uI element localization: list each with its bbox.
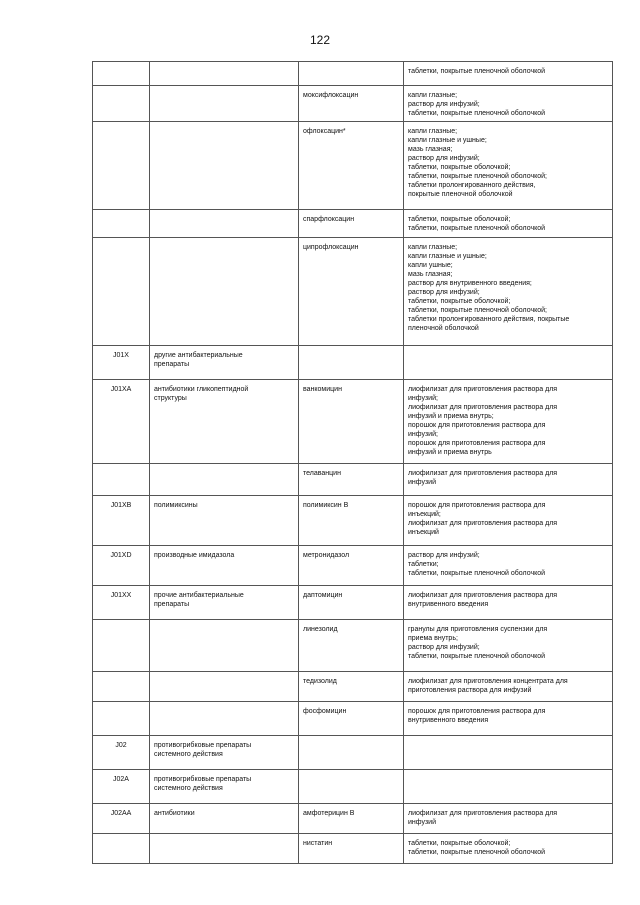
dosage-form-line: таблетки, покрытые оболочкой; — [408, 164, 511, 171]
table-row — [93, 804, 613, 834]
atc-code-cell — [93, 804, 150, 834]
drug-name: ципрофлоксацин — [303, 244, 359, 251]
dosage-forms-cell — [404, 86, 613, 122]
dosage-form-line: порошок для приготовления раствора для — [408, 422, 546, 429]
dosage-form-line: капли глазные и ушные; — [408, 253, 487, 260]
table-row — [93, 834, 613, 864]
group-name-cell — [150, 62, 299, 86]
table-row — [93, 702, 613, 736]
drug-name-cell — [299, 702, 404, 736]
dosage-form-line: таблетки, покрытые пленочной оболочкой — [408, 68, 546, 75]
atc-code: J02AA — [110, 810, 132, 817]
atc-code: J01XB — [110, 502, 132, 509]
dosage-form-line: таблетки; — [408, 561, 439, 568]
drug-name: телаванцин — [303, 470, 341, 477]
atc-code-cell — [93, 122, 150, 210]
dosage-form-line: таблетки, покрытые пленочной оболочкой — [408, 653, 546, 660]
table-row — [93, 62, 613, 86]
dosage-form-line: мазь глазная; — [408, 146, 453, 153]
drug-name-cell — [299, 586, 404, 620]
group-name-cell — [150, 86, 299, 122]
group-name-line: системного действия — [154, 785, 223, 792]
drug-name-cell — [299, 346, 404, 380]
dosage-forms-cell — [404, 702, 613, 736]
atc-code-cell — [93, 620, 150, 672]
drug-name: фосфомицин — [303, 708, 347, 715]
dosage-forms-cell — [404, 804, 613, 834]
atc-code: J01XA — [110, 386, 132, 393]
dosage-forms-cell — [404, 546, 613, 586]
atc-code-cell — [93, 770, 150, 804]
group-name-cell — [150, 496, 299, 546]
table-row — [93, 620, 613, 672]
table-row — [93, 586, 613, 620]
drug-name-cell — [299, 380, 404, 464]
dosage-forms-cell — [404, 834, 613, 864]
group-name-cell — [150, 238, 299, 346]
atc-code-cell — [93, 346, 150, 380]
dosage-form-line: лиофилизат для приготовления раствора для — [408, 404, 558, 411]
table-row — [93, 346, 613, 380]
drug-name-cell — [299, 834, 404, 864]
atc-code-cell — [93, 586, 150, 620]
group-name-cell — [150, 770, 299, 804]
dosage-form-line: таблетки, покрытые пленочной оболочкой — [408, 225, 546, 232]
drug-name: метронидазол — [303, 552, 350, 559]
group-name-cell — [150, 380, 299, 464]
dosage-form-line: внутривенного введения — [408, 717, 489, 724]
dosage-form-line: раствор для инфузий; — [408, 289, 480, 296]
atc-code-cell — [93, 464, 150, 496]
dosage-form-line: инъекций; — [408, 511, 441, 518]
group-name-line: прочие антибактериальные — [154, 592, 244, 599]
group-name-line: препараты — [154, 601, 190, 608]
drug-name-cell — [299, 86, 404, 122]
table-row — [93, 770, 613, 804]
drug-name-cell — [299, 770, 404, 804]
dosage-form-line: лиофилизат для приготовления раствора для — [408, 810, 558, 817]
drug-name: ванкомицин — [303, 386, 342, 393]
drug-name-cell — [299, 620, 404, 672]
atc-code-cell — [93, 834, 150, 864]
group-name-cell — [150, 702, 299, 736]
drug-name: нистатин — [303, 840, 333, 847]
group-name-line: полимиксины — [154, 502, 198, 509]
dosage-form-line: таблетки, покрытые пленочной оболочкой; — [408, 307, 547, 314]
dosage-forms-cell — [404, 672, 613, 702]
group-name-cell — [150, 586, 299, 620]
dosage-form-line: гранулы для приготовления суспензии для — [408, 626, 548, 633]
dosage-form-line: капли глазные и ушные; — [408, 137, 487, 144]
dosage-form-line: инфузий и приема внутрь; — [408, 413, 494, 420]
drug-name: амфотерицин В — [303, 810, 355, 817]
dosage-form-line: раствор для внутривенного введения; — [408, 280, 532, 287]
drug-name-cell — [299, 546, 404, 586]
group-name-cell — [150, 834, 299, 864]
dosage-forms-cell — [404, 586, 613, 620]
dosage-form-line: лиофилизат для приготовления раствора для — [408, 520, 558, 527]
dosage-form-line: инфузий; — [408, 395, 438, 402]
group-name-line: системного действия — [154, 751, 223, 758]
dosage-form-line: приема внутрь; — [408, 635, 458, 642]
table-row — [93, 736, 613, 770]
dosage-form-line: таблетки, покрытые пленочной оболочкой; — [408, 173, 547, 180]
dosage-form-line: таблетки пролонгированного действия, — [408, 182, 536, 189]
dosage-form-line: капли глазные; — [408, 128, 458, 135]
group-name-line: препараты — [154, 361, 190, 368]
drug-name: полимиксин В — [303, 502, 349, 509]
dosage-form-line: покрытые пленочной оболочкой — [408, 191, 513, 198]
dosage-forms-cell — [404, 346, 613, 380]
atc-code-cell — [93, 546, 150, 586]
dosage-forms-cell — [404, 496, 613, 546]
group-name-cell — [150, 346, 299, 380]
group-name-line: структуры — [154, 395, 187, 402]
drug-name-cell — [299, 496, 404, 546]
dosage-form-line: лиофилизат для приготовления раствора для — [408, 470, 558, 477]
table-row — [93, 546, 613, 586]
dosage-forms-cell — [404, 736, 613, 770]
dosage-form-line: инъекций — [408, 529, 439, 536]
group-name-cell — [150, 210, 299, 238]
table-row — [93, 464, 613, 496]
table-row — [93, 238, 613, 346]
dosage-form-line: лиофилизат для приготовления раствора для — [408, 592, 558, 599]
drug-name-cell — [299, 62, 404, 86]
dosage-forms-cell — [404, 238, 613, 346]
dosage-forms-cell — [404, 620, 613, 672]
dosage-form-line: таблетки, покрытые пленочной оболочкой — [408, 570, 546, 577]
drug-name: линезолид — [303, 626, 338, 633]
atc-code-cell — [93, 62, 150, 86]
dosage-form-line: таблетки, покрытые пленочной оболочкой — [408, 849, 546, 856]
group-name-line: другие антибактериальные — [154, 352, 243, 359]
table-row — [93, 122, 613, 210]
dosage-form-line: капли глазные; — [408, 92, 458, 99]
dosage-form-line: мазь глазная; — [408, 271, 453, 278]
group-name-cell — [150, 804, 299, 834]
dosage-form-line: таблетки, покрытые оболочкой; — [408, 298, 511, 305]
dosage-form-line: капли глазные; — [408, 244, 458, 251]
atc-code-cell — [93, 380, 150, 464]
group-name-line: производные имидазола — [154, 552, 235, 559]
drug-name-cell — [299, 464, 404, 496]
atc-code: J02 — [115, 742, 127, 749]
dosage-forms-cell — [404, 210, 613, 238]
group-name-cell — [150, 736, 299, 770]
dosage-form-line: раствор для инфузий; — [408, 101, 480, 108]
atc-code-cell — [93, 672, 150, 702]
group-name-cell — [150, 122, 299, 210]
drug-table — [92, 61, 613, 864]
group-name-cell — [150, 672, 299, 702]
dosage-forms-cell — [404, 770, 613, 804]
drug-name-cell — [299, 736, 404, 770]
dosage-forms-cell — [404, 464, 613, 496]
dosage-form-line: инфузий и приема внутрь — [408, 449, 492, 456]
drug-name-cell — [299, 238, 404, 346]
atc-code-cell — [93, 496, 150, 546]
drug-name-cell — [299, 122, 404, 210]
atc-code-cell — [93, 210, 150, 238]
dosage-form-line: таблетки пролонгированного действия, покрытые — [408, 316, 570, 323]
atc-code: J01X — [113, 352, 129, 359]
drug-name: офлоксацин* — [303, 128, 346, 135]
drug-name-cell — [299, 210, 404, 238]
drug-name-cell — [299, 804, 404, 834]
dosage-forms-cell — [404, 122, 613, 210]
dosage-form-line: таблетки, покрытые оболочкой; — [408, 840, 511, 847]
atc-code: J02A — [113, 776, 129, 783]
dosage-form-line: раствор для инфузий; — [408, 552, 480, 559]
dosage-forms-cell — [404, 62, 613, 86]
drug-name: даптомицин — [303, 592, 343, 599]
dosage-form-line: таблетки, покрытые оболочкой; — [408, 216, 511, 223]
dosage-form-line: инфузий — [408, 479, 436, 486]
dosage-form-line: порошок для приготовления раствора для — [408, 708, 546, 715]
table-body — [93, 62, 613, 864]
dosage-form-line: таблетки, покрытые пленочной оболочкой — [408, 110, 546, 117]
drug-name: спарфлоксацин — [303, 216, 355, 223]
dosage-form-line: лиофилизат для приготовления концентрата для — [408, 678, 568, 685]
dosage-form-line: инфузий — [408, 819, 436, 826]
table-row — [93, 496, 613, 546]
page-number: 122 — [309, 33, 331, 47]
atc-code-cell — [93, 86, 150, 122]
drug-name: тедизолид — [303, 678, 337, 685]
group-name-line: противогрибковые препараты — [154, 742, 252, 749]
dosage-form-line: пленочной оболочкой — [408, 325, 479, 332]
group-name-cell — [150, 546, 299, 586]
drug-name: моксифлоксацин — [303, 92, 359, 99]
atc-code-cell — [93, 238, 150, 346]
table-row — [93, 86, 613, 122]
table-row — [93, 672, 613, 702]
table-row — [93, 210, 613, 238]
group-name-cell — [150, 464, 299, 496]
dosage-form-line: капли ушные; — [408, 262, 453, 269]
atc-code-cell — [93, 736, 150, 770]
dosage-form-line: внутривенного введения — [408, 601, 489, 608]
dosage-forms-cell — [404, 380, 613, 464]
dosage-form-line: раствор для инфузий; — [408, 644, 480, 651]
dosage-form-line: порошок для приготовления раствора для — [408, 502, 546, 509]
atc-code: J01XD — [110, 552, 132, 559]
dosage-form-line: приготовления раствора для инфузий — [408, 687, 532, 694]
dosage-form-line: раствор для инфузий; — [408, 155, 480, 162]
dosage-form-line: порошок для приготовления раствора для — [408, 440, 546, 447]
group-name-line: противогрибковые препараты — [154, 776, 252, 783]
dosage-form-line: лиофилизат для приготовления раствора для — [408, 386, 558, 393]
group-name-line: антибиотики — [154, 810, 195, 817]
dosage-form-line: инфузий; — [408, 431, 438, 438]
group-name-line: антибиотики гликопептидной — [154, 386, 249, 393]
group-name-cell — [150, 620, 299, 672]
atc-code-cell — [93, 702, 150, 736]
drug-name-cell — [299, 672, 404, 702]
atc-code: J01XX — [110, 592, 132, 599]
table-row — [93, 380, 613, 464]
